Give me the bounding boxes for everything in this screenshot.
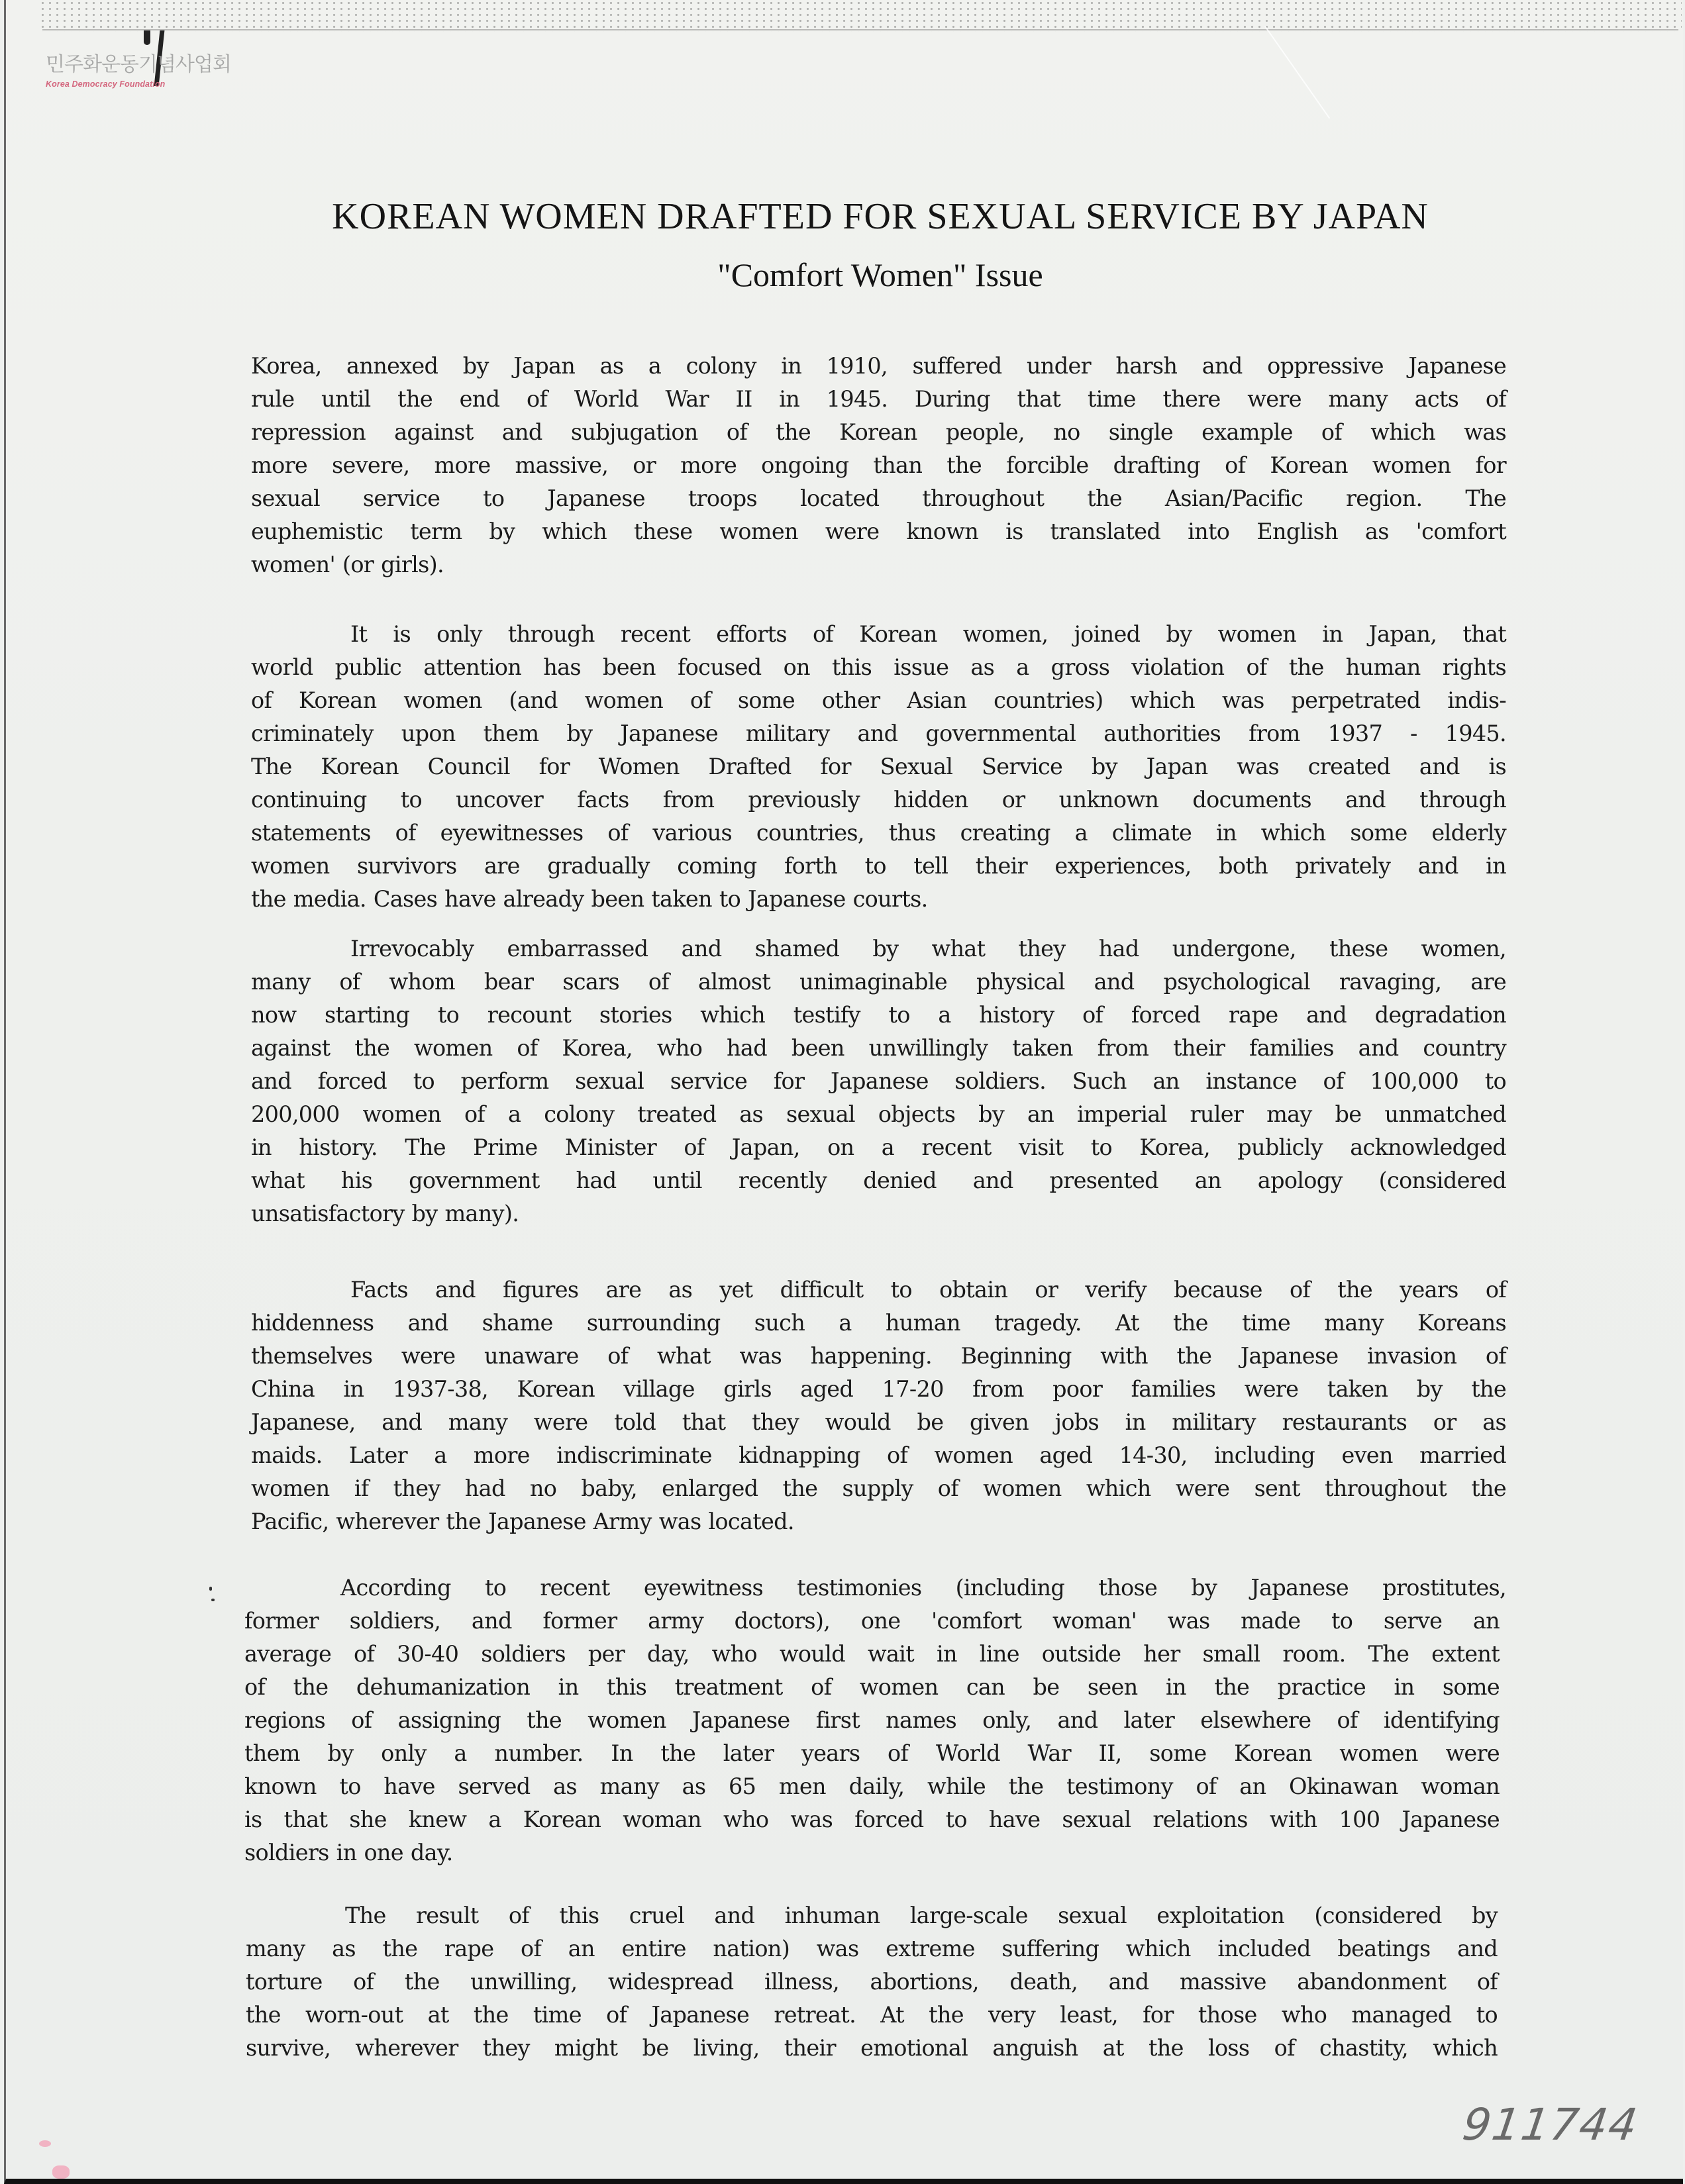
- text-line: Korea, annexed by Japan as a colony in 1910, suffered under harsh and oppressive Japanese: [251, 353, 1506, 379]
- text-line: and forced to perform sexual service for Japanese soldiers. Such an instance of 100,000 to: [251, 1068, 1506, 1094]
- text-line: sexual service to Japanese troops located throughout the Asian/Pacific region. The: [251, 485, 1506, 511]
- text-line: women' (or girls).: [251, 552, 444, 577]
- text-line: The result of this cruel and inhuman large-scale sexual exploitation (considered by: [345, 1903, 1498, 1928]
- text-line: torture of the unwilling, widespread illness, abortions, death, and massive abandonment of: [246, 1969, 1498, 1995]
- text-line: criminately upon them by Japanese military and governmental authorities from 1937 - 1945.: [251, 720, 1506, 746]
- text-line: now starting to recount stories which testify to a history of forced rape and degradation: [251, 1002, 1506, 1028]
- ink-stain: [39, 2140, 51, 2147]
- text-line: former soldiers, and former army doctors), one 'comfort woman' was made to serve an: [244, 1608, 1500, 1634]
- text-line: many of whom bear scars of almost unimaginable physical and psychological ravaging, are: [251, 969, 1506, 995]
- document-title: KOREAN WOMEN DRAFTED FOR SEXUAL SERVICE BY JAPAN: [332, 196, 1429, 237]
- margin-dot: [209, 1587, 212, 1591]
- page-top-edge: [42, 29, 1678, 30]
- text-line: the worn-out at the time of Japanese retreat. At the very least, for those who managed to: [246, 2002, 1498, 2028]
- text-line: Japanese, and many were told that they would be given jobs in military restaurants or as: [251, 1409, 1506, 1435]
- text-line: continuing to uncover facts from previously hidden or unknown documents and through: [251, 787, 1506, 813]
- text-line: women if they had no baby, enlarged the supply of women which were sent throughout the: [251, 1475, 1506, 1501]
- text-line: survive, wherever they might be living, their emotional anguish at the loss of chastity, which: [246, 2035, 1498, 2061]
- ink-stain: [52, 2165, 70, 2179]
- text-line: what his government had until recently denied and presented an apology (considered: [251, 1167, 1506, 1193]
- text-line: Irrevocably embarrassed and shamed by what they had undergone, these women,: [350, 936, 1506, 962]
- text-line: Facts and figures are as yet difficult to obtain or verify because of the years of: [350, 1277, 1506, 1303]
- text-line: According to recent eyewitness testimonies (including those by Japanese prostitutes,: [340, 1575, 1506, 1601]
- text-line: many as the rape of an entire nation) was extreme suffering which included beatings and: [246, 1936, 1498, 1961]
- text-line: regions of assigning the women Japanese first names only, and later elsewhere of identifying: [244, 1707, 1500, 1733]
- text-line: The Korean Council for Women Drafted for Sexual Service by Japan was created and is: [251, 754, 1506, 779]
- text-line: of Korean women (and women of some other Asian countries) which was perpetrated indis-: [251, 687, 1506, 713]
- text-line: against the women of Korea, who had been unwillingly taken from their families and country: [251, 1035, 1506, 1061]
- text-line: 200,000 women of a colony treated as sexual objects by an imperial ruler may be unmatched: [251, 1101, 1506, 1127]
- text-line: hiddenness and shame surrounding such a human tragedy. At the time many Koreans: [251, 1310, 1506, 1336]
- scanned-page: [4, 0, 1683, 2184]
- text-line: known to have served as many as 65 men daily, while the testimony of an Okinawan woman: [244, 1773, 1500, 1799]
- text-line: them by only a number. In the later years of World War II, some Korean women were: [244, 1740, 1500, 1766]
- text-line: euphemistic term by which these women were known is translated into English as 'comfort: [251, 519, 1506, 544]
- text-line: rule until the end of World War II in 1945. During that time there were many acts of: [251, 386, 1506, 412]
- text-line: the media. Cases have already been taken to Japanese courts.: [251, 886, 928, 912]
- foundation-watermark: [46, 53, 244, 89]
- text-line: average of 30-40 soldiers per day, who would wait in line outside her small room. The extent: [244, 1641, 1500, 1667]
- text-line: China in 1937-38, Korean village girls aged 17-20 from poor families were taken by the: [251, 1376, 1506, 1402]
- text-line: world public attention has been focused on this issue as a gross violation of the human rights: [251, 654, 1506, 680]
- watermark-english-text: Korea Democracy Foundation: [46, 79, 166, 89]
- text-line: is that she knew a Korean woman who was forced to have sexual relations with 100 Japanese: [244, 1807, 1500, 1832]
- margin-dot: [211, 1599, 215, 1601]
- text-line: Pacific, wherever the Japanese Army was located.: [251, 1509, 794, 1534]
- text-line: unsatisfactory by many).: [251, 1201, 519, 1226]
- text-line: in history. The Prime Minister of Japan, on a recent visit to Korea, publicly acknowledged: [251, 1134, 1506, 1160]
- scan-noise-top: [39, 0, 1682, 32]
- text-line: themselves were unaware of what was happening. Beginning with the Japanese invasion of: [251, 1343, 1506, 1369]
- document-subtitle: "Comfort Women" Issue: [717, 256, 1043, 293]
- text-line: repression against and subjugation of the Korean people, no single example of which was: [251, 419, 1506, 445]
- watermark-korean-text: 민주화운동기념사업회: [46, 53, 231, 76]
- text-line: soldiers in one day.: [244, 1840, 453, 1865]
- text-line: more severe, more massive, or more ongoing than the forcible drafting of Korean women for: [251, 452, 1506, 478]
- paper-crease: [1264, 26, 1330, 119]
- text-line: It is only through recent efforts of Korean women, joined by women in Japan, that: [350, 621, 1506, 647]
- text-line: of the dehumanization in this treatment of women can be seen in the practice in some: [244, 1674, 1500, 1700]
- handwritten-archive-number: 911744: [1459, 2099, 1642, 2150]
- text-line: statements of eyewitnesses of various countries, thus creating a climate in which some elderly: [251, 820, 1506, 846]
- text-line: women survivors are gradually coming forth to tell their experiences, both privately and in: [251, 853, 1506, 879]
- text-line: maids. Later a more indiscriminate kidnapping of women aged 14-30, including even married: [251, 1442, 1506, 1468]
